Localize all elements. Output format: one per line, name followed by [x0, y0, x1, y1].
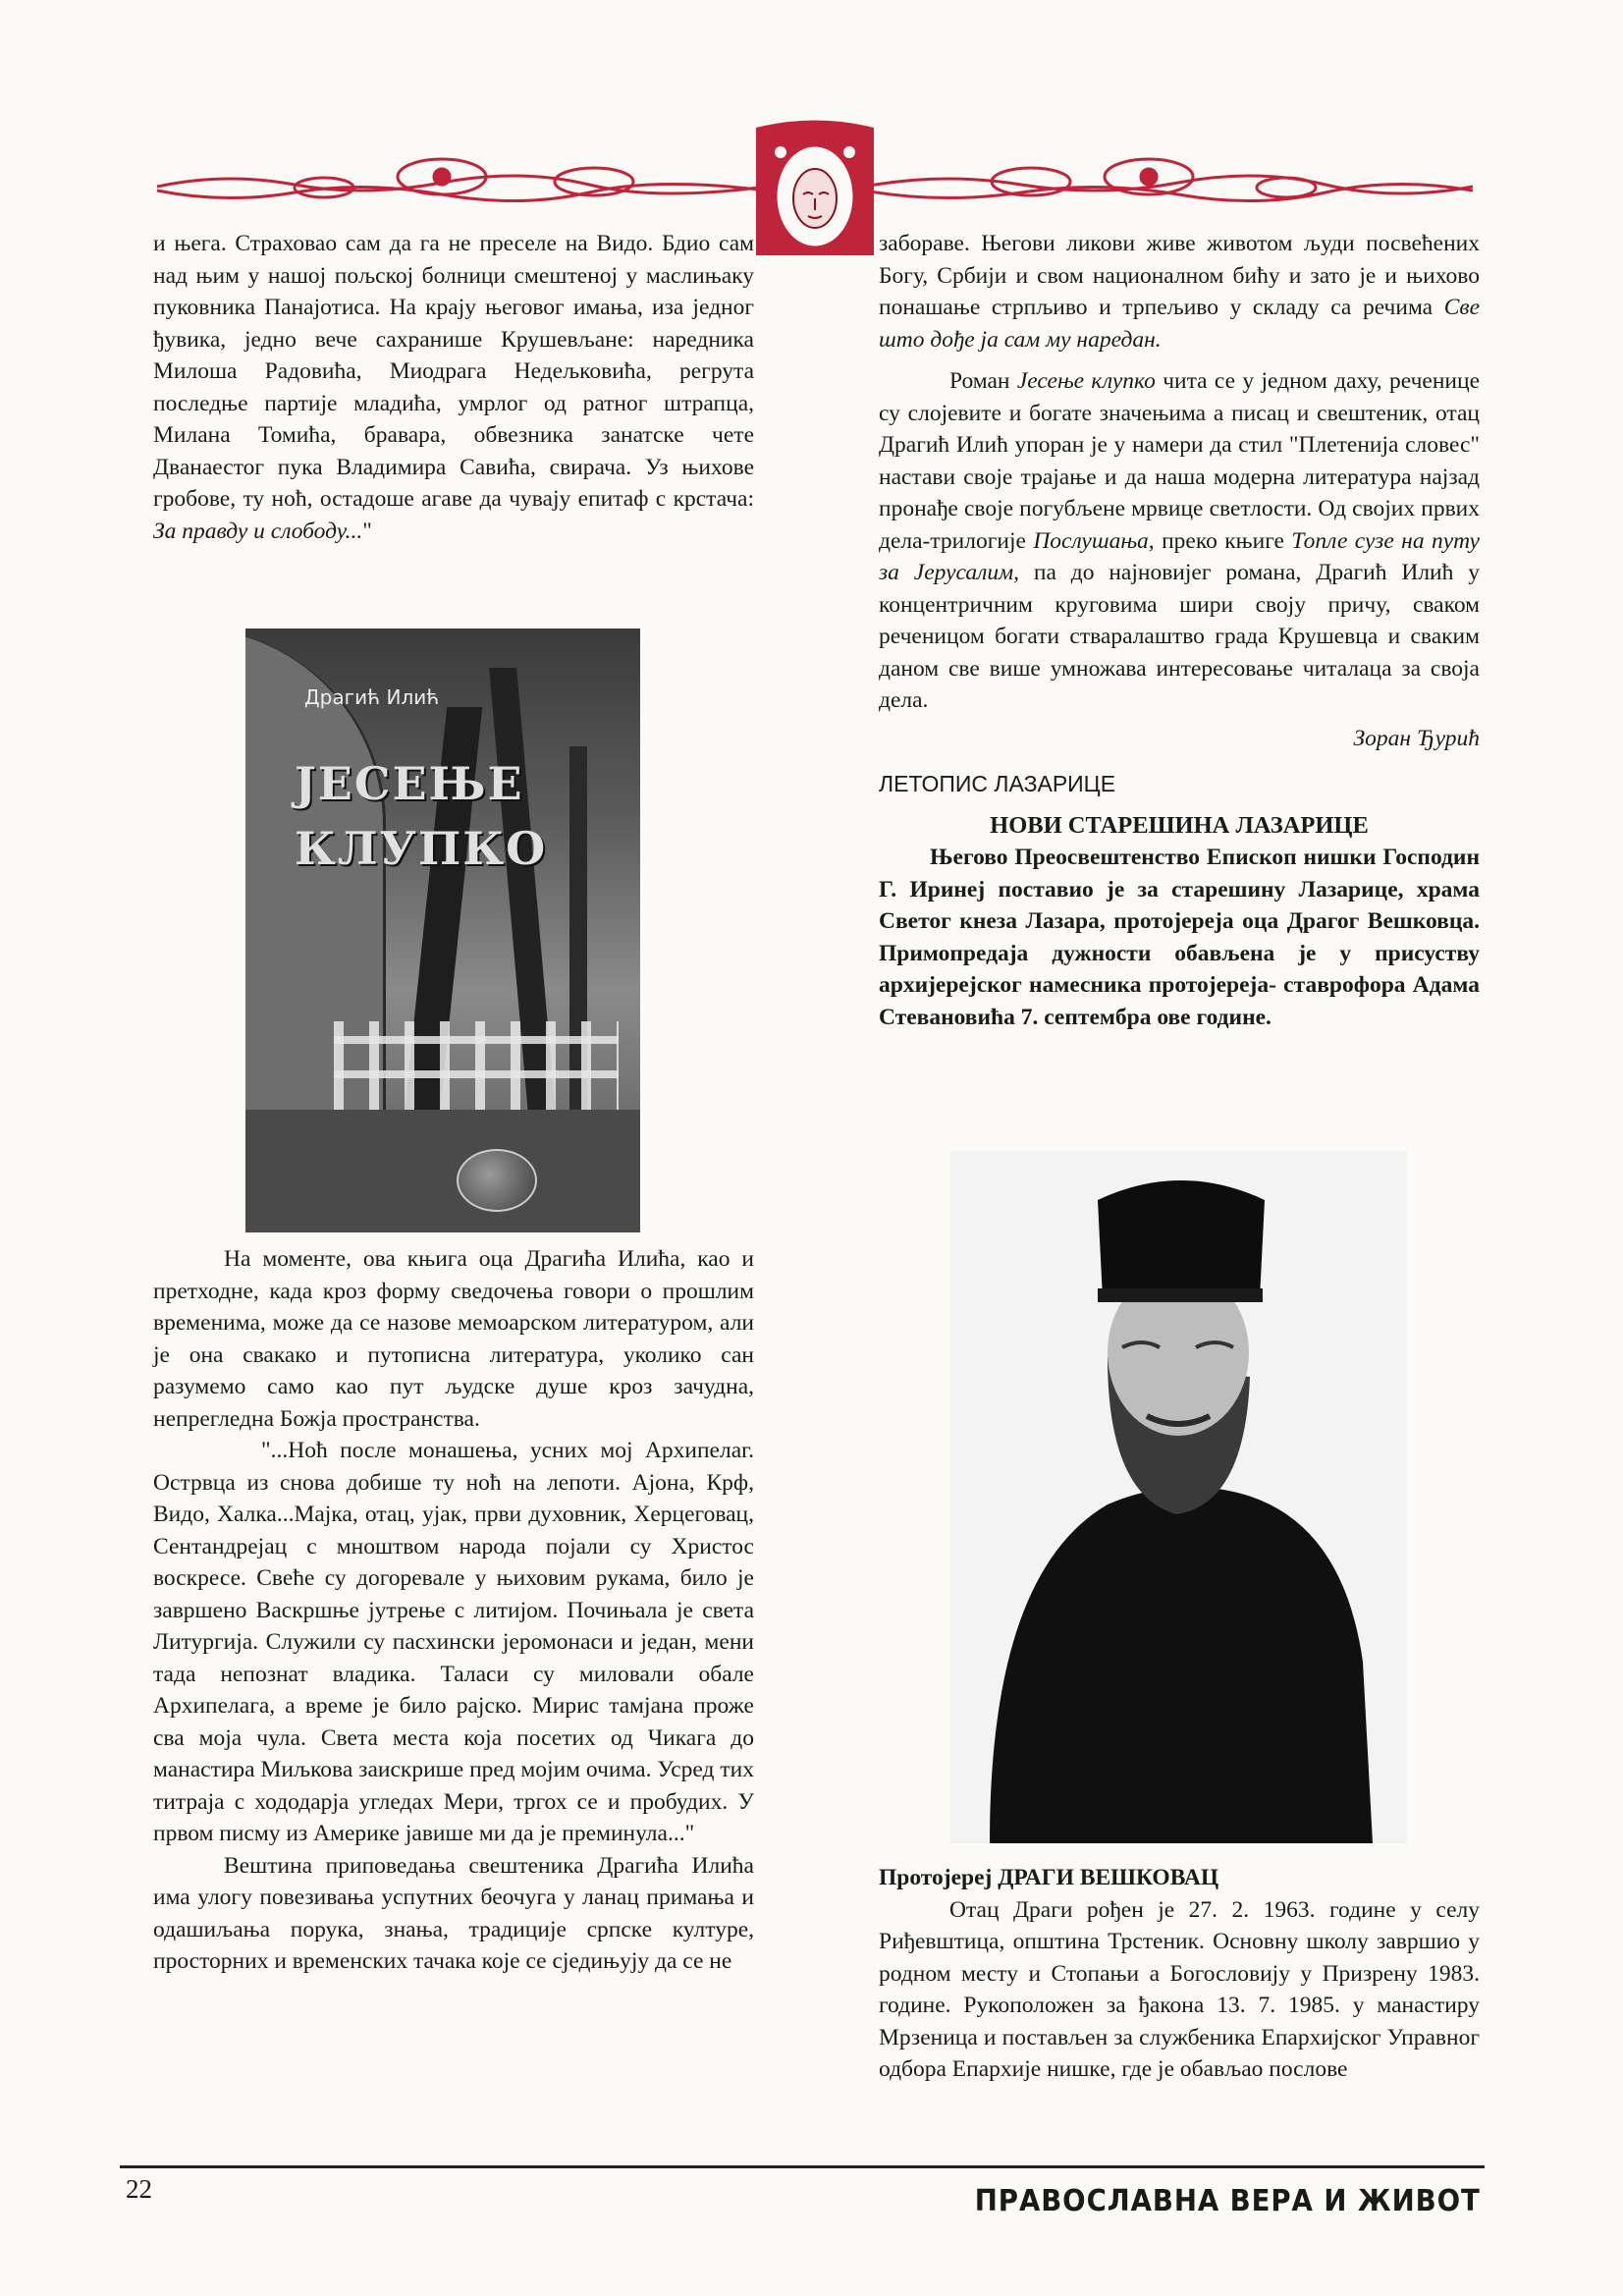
virgin-mary-icon [756, 121, 874, 256]
book-cover-image [245, 629, 640, 1232]
paragraph-text: па до најновијег романа, Драгић Илић у концентричним круговима шири своју причу, сваком реченицом богати стваралаштво града Крушевца и сваким даном све више умножава интересовање читалаца за своја дела. [879, 560, 1481, 713]
paragraph-text: преко књиге [1154, 527, 1292, 554]
photo-caption: Протојереј ДРАГИ ВЕШКОВАЦ [879, 1865, 1219, 1890]
book-title-line: КЛУПКО [295, 822, 548, 875]
paragraph: Вештина приповедања свештеника Драгића Илића има улогу повезивања успутних беочуга у ланац примања и одашиљања порука, знања, традиције српске културе, просторних и временских тачака које се сједињују да се не [153, 1852, 754, 1974]
left-column-top [153, 228, 754, 547]
paragraph-text: Роман [949, 368, 1017, 394]
fence-rail [334, 1070, 619, 1078]
portrait-photo [950, 1151, 1407, 1843]
paragraph-text: забораве. Његови ликови живе животом људи посвећених Богу, Србији и свом националном бићу и зато је и њихово понашање стрпљиво и трпељиво у складу са речима [879, 231, 1480, 320]
italic-quote: За правду и слободу... [153, 518, 363, 544]
book-title-line: ЈЕСЕЊЕ [295, 757, 524, 810]
paragraph-text: чита се у једном даху, реченице су слојевите и богате значењима а писац и свештеник, отац Драгић Илић упоран је у намери да стил "Плетенија словес" настави своје трајање и да наша модерна литература најзад пронађе своје погубљене мрвице светлости. Од својих првих дела-трилогије [879, 368, 1480, 554]
paragraph: Отац Драги рођен је 27. 2. 1963. године у селу Риђевштица, општина Трстеник. Основну школу завршио у родном месту и Стопањи а Богословију у Призрену 1983. године. Рукоположен за ђакона 13. 7. 1985. у манастиру Мрзеница и постављен за службеника Епархијског Управног одбора Епархије нишке, где је обављао послове [879, 1896, 1480, 2082]
right-column-top [879, 228, 1480, 1033]
author-signature: Зоран Ђурић [1353, 725, 1480, 751]
magazine-title: ПРАВОСЛАВНА ВЕРА И ЖИВОТ [975, 2184, 1481, 2218]
paragraph: На моменте, ова књига оца Драгића Илића, као и претходне, када кроз форму сведочења говори о прошлим временима, може да се назове мемоарском литературом, али је она свакако и путописна литература, уколико сан разумемо само као пут људске душе кроз зачудна, непрегледна Божја пространства. [153, 1246, 754, 1432]
book-title [295, 751, 547, 881]
page-number: 22 [126, 2174, 152, 2204]
book-title-italic: Послушања, [1033, 527, 1155, 554]
yarn-ball-icon [457, 1149, 537, 1212]
closing-quote: " [362, 518, 372, 544]
fence-posts [334, 1021, 619, 1110]
book-title-italic: Топле сузе на путу за Јерусалим, [879, 527, 1480, 585]
footer-divider [120, 2165, 1485, 2168]
cover-ground [245, 1110, 640, 1232]
left-column-bottom [153, 1243, 754, 1978]
paragraph: "...Ноћ после монашења, усних мој Архипелаг. Острвца из снова добише ту ноћ на лепоти. Ајона, Крф, Видо, Халка...Мајка, отац, ујак, први духовник, Херцеговац, Сентандрејац с мноштвом народа појали су Христос воскресе. Свеће су догоревале у њиховим рукама, било је завршено Васкршње јутрење с литијом. Почињала је света Литургија. Служили су пасхински јеромонаси и један, мени тада непознат владика. Таласи су миловали обале Архипелага, а време је било рајско. Мирис тамјана проже сва моја чула. Света места која посетих од Чикага до манастира Миљкова заискрише пред мојим очима. Усред тих титраја с хододарја угледах Мери, тргох се и пробудих. У првом писму из Америке јавише ми да је преминула..." [153, 1438, 754, 1846]
paragraph [879, 228, 1480, 355]
fence-rail [334, 1036, 619, 1044]
paragraph [879, 365, 1480, 717]
italic-quote: Све што дође ја сам му наредан. [879, 295, 1480, 353]
article-headline: НОВИ СТАРЕШИНА ЛАЗАРИЦЕ [990, 811, 1369, 839]
section-label: ЛЕТОПИС ЛАЗАРИЦЕ [879, 771, 1116, 796]
priest-portrait-icon [950, 1151, 1407, 1843]
right-column-bottom [879, 1862, 1480, 2086]
article-lead: Његово Преосвештенство Епископ нишки Господин Г. Иринеј поставио је за старешину Лазарице, храма Светог кнеза Лазара, протојереја оца Драгог Вешковца. Примопредаја дужности обављена је у присуству архијерејског намесника протојереја- ставрофора Адама Стевановића 7. септембра ове године. [879, 845, 1480, 1030]
book-author: Драгић Илић [304, 685, 440, 709]
paragraph-text: и њега. Страховао сам да га не преселе на Видо. Бдио сам над њим у нашој пољској болници смештеној у маслињаку пуковника Панајотиса. На крају његовог имања, иза једног ђувика, једно вече сахранише Крушевљане: наредника Милоша Радовића, Миодрага Недељковића, регрута последње партије младића, умрлог од ратног штрапца, Милана Томића, бравара, обвезника занатске чете Дванаестог пука Владимира Савића, свирача. Уз њихове гробове, ту ноћ, остадоше агаве да чувају епитаф с крстача: [153, 231, 754, 512]
book-title-italic: Јесење клупко [1016, 368, 1156, 394]
paragraph [153, 228, 754, 547]
